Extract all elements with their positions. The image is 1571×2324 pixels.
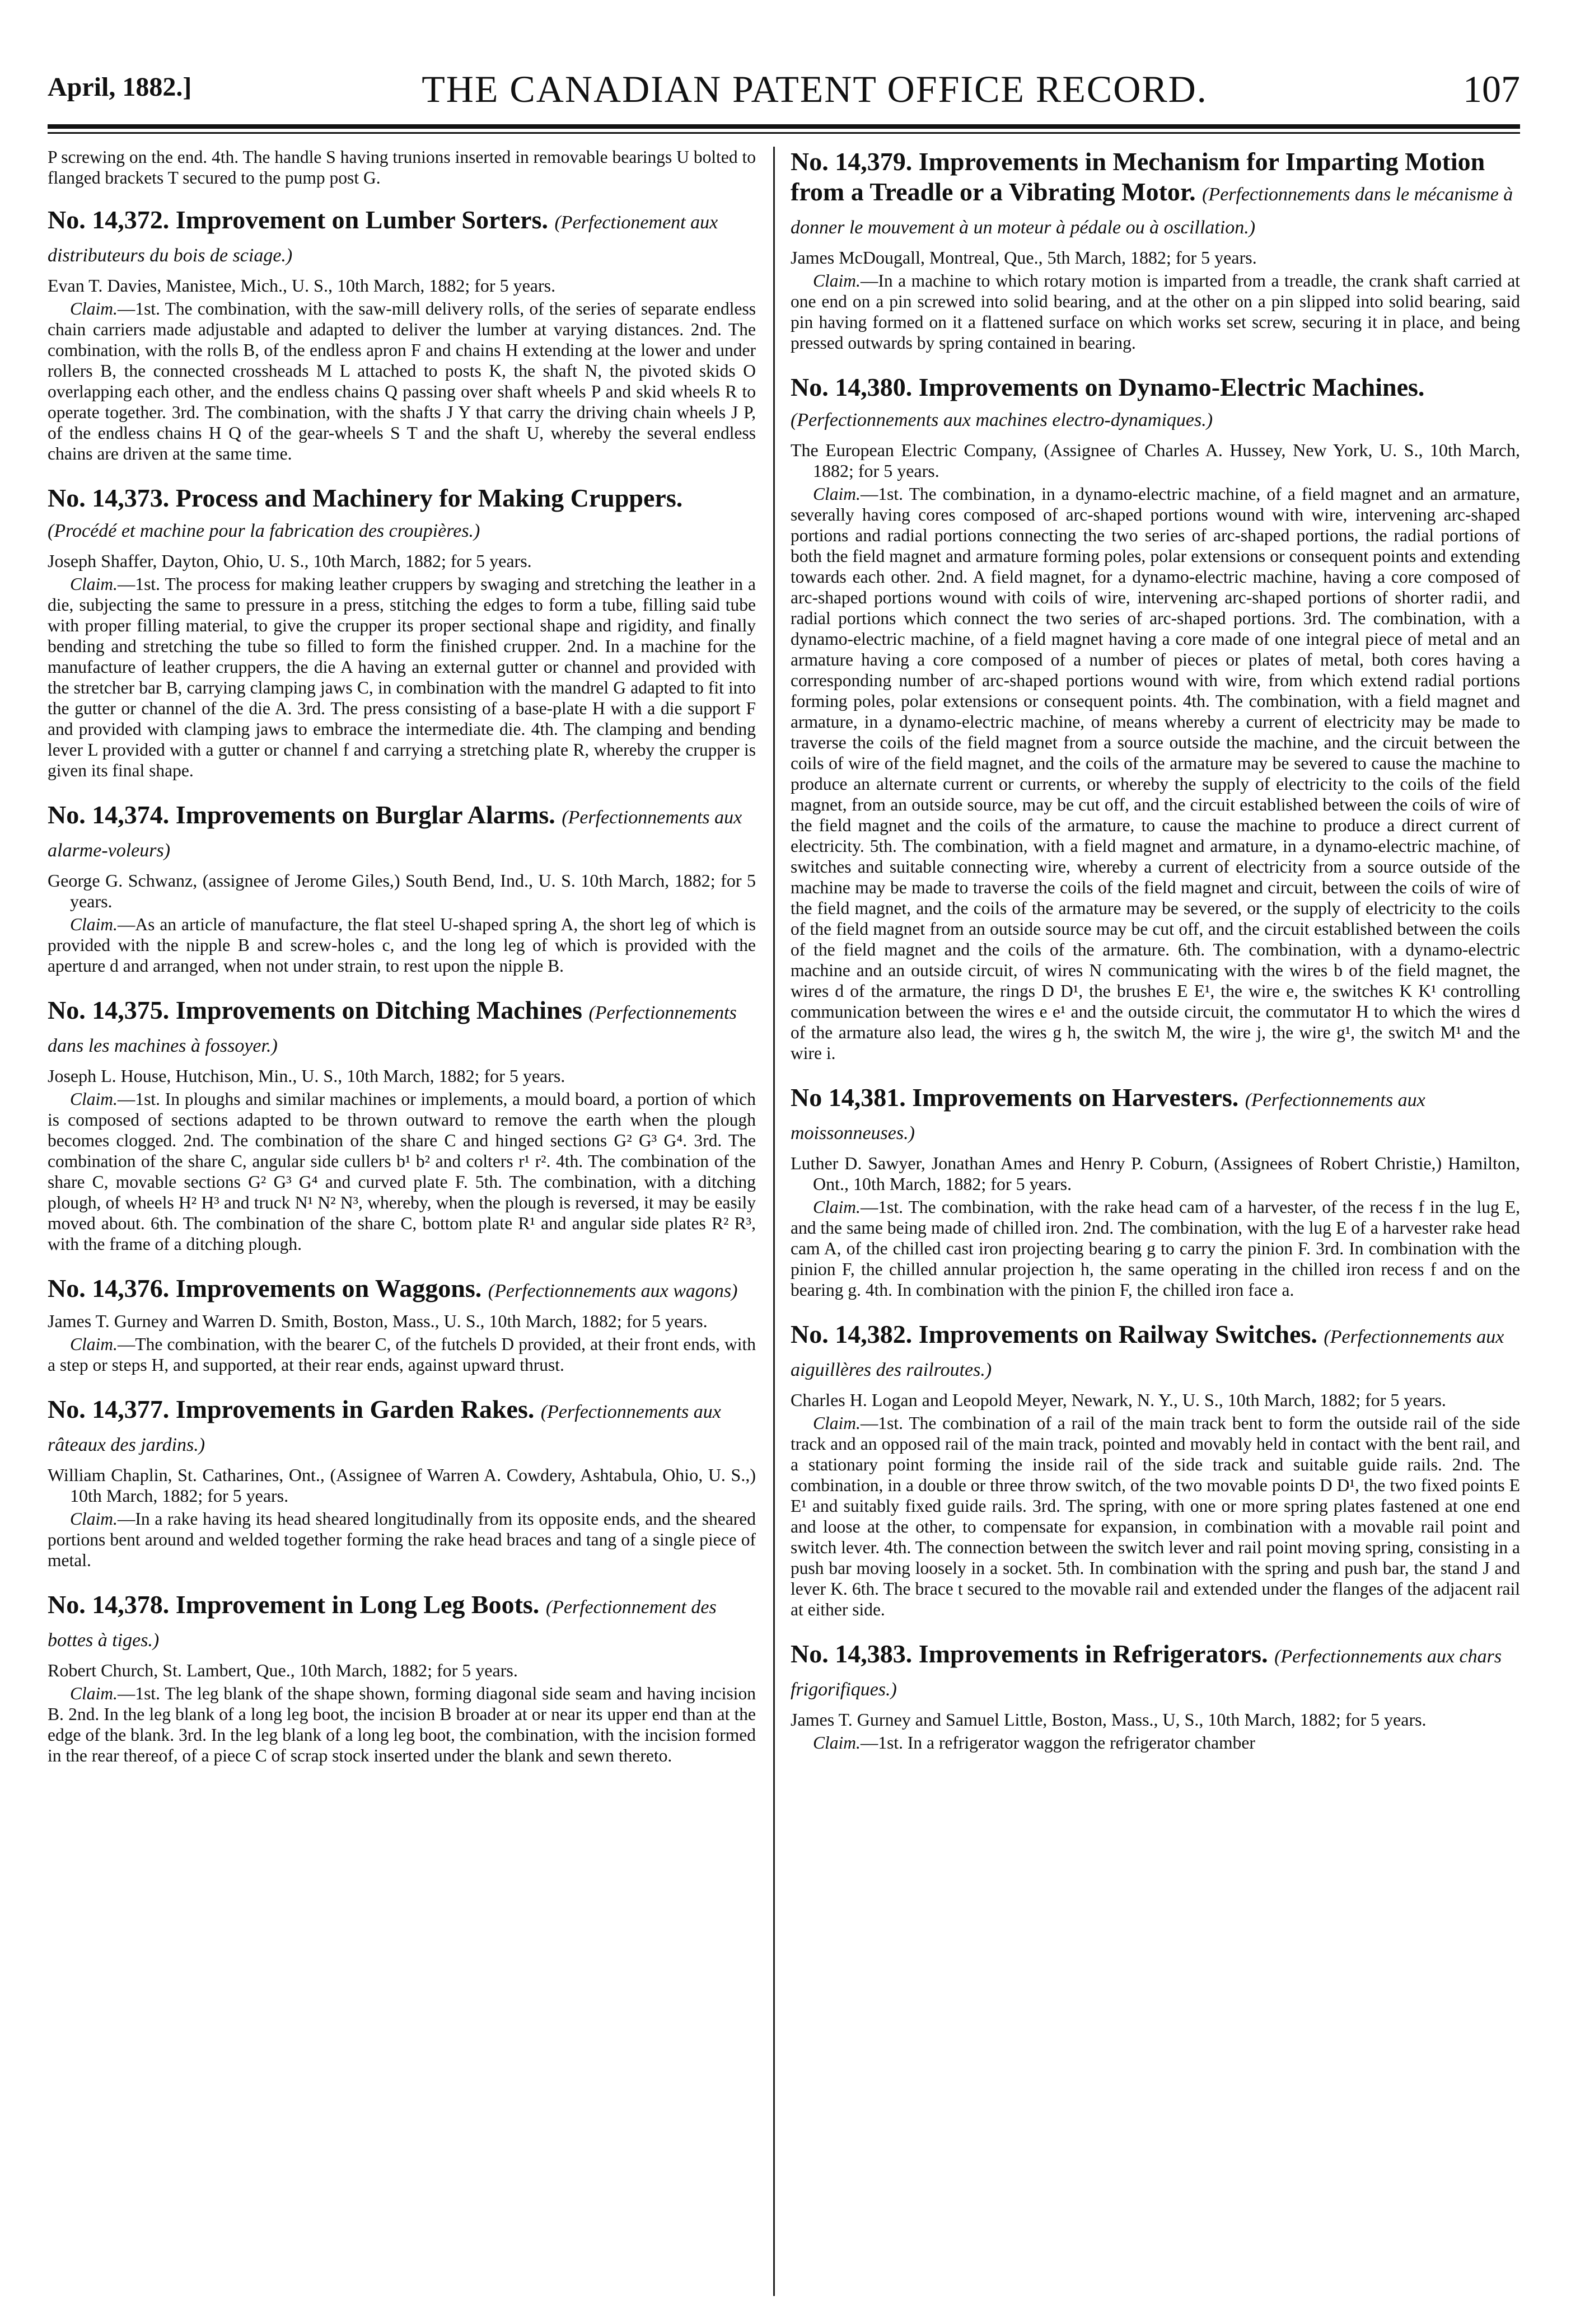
patent-french-title: (Perfectionnements aux chars frigorifiques.) [791,1646,1502,1700]
patent-title: Process and Machinery for Making Cruppers. [175,484,683,512]
patent-entry [48,1394,756,1571]
header-title: THE CANADIAN PATENT OFFICE RECORD. [422,68,1208,110]
claim-text: —The combination, with the bearer C, of the futchels D provided, at their front ends, with a step or steps H, and supported, at their rear ends, against upward thrust. [48,1334,756,1375]
patent-heading [48,205,756,271]
patent-entry [791,1319,1520,1620]
claim-label: Claim. [70,1509,118,1529]
claim-label: Claim. [70,915,118,934]
claim-label: Claim. [813,1733,861,1753]
patent-inventor: Charles H. Logan and Leopold Meyer, Newark, N. Y., U. S., 10th March, 1882; for 5 years. [791,1390,1446,1410]
patent-entry [791,147,1520,353]
patent-heading [48,995,756,1061]
claim-label: Claim. [813,271,861,290]
patent-number: No. 14,374. [48,800,170,829]
patent-heading [48,1590,756,1656]
left-column [48,147,756,2307]
patent-entry [791,1639,1520,1753]
patent-french-title: (Perfectionnements aux alarme-voleurs) [48,807,742,861]
patent-title: Improvements on Harvesters. [912,1083,1239,1112]
patent-french-title: (Perfectionnements aux aiguillères des railroutes.) [791,1327,1504,1380]
patent-claim [48,1508,756,1571]
patent-number: No. 14,382. [791,1320,913,1348]
claim-label: Claim. [70,574,118,594]
claim-text: —1st. The process for making leather cruppers by swaging and stretching the leather in a die, subjecting the same to pressure in a press, stitching the edges to form a tube, filling said tube with proper filling material, to give the crupper its proper sectional shape and rigidity, and finally bending and stretching the tube so filled to form the finished crupper. 2nd. In a machine for the manufacture of leather cruppers, the die A having an external gutter or channel and provided with the stretcher bar B, carrying clamping jaws C, in combination with the mandrel G adapted to fit into the gutter or channel of the die A. 3rd. The press consisting of a base-plate H with a die support F and provided with clamping jaws to embrace the intermediate die. 4th. The clamping and bending lever L provided with a gutter or channel f and carrying a stretching plate R, whereby the crupper is given its final shape. [48,574,756,780]
patent-claim [791,1732,1520,1753]
page-header [48,67,1520,118]
patent-inventor: James McDougall, Montreal, Que., 5th March, 1882; for 5 years. [791,247,1257,268]
patent-number: No. 14,376. [48,1274,170,1302]
patent-heading [791,1319,1520,1385]
patent-entry [791,1083,1520,1300]
claim-text: —1st. The combination, with the rake head cam of a harvester, of the recess f in the lug E, and the same being made of chilled iron. 2nd. The combination, with the lug E of a harvester rake head cam A, of the chilled cast iron projecting bearing g to carry the pinion F. 3rd. In combination with the pinion F, the chilled annular projection h, the same operating in the chilled iron recess f and on the bearing g. 4th. In combination with the pinion F, the chilled iron face a. [791,1197,1520,1300]
patent-claim [48,1683,756,1766]
claim-label: Claim. [813,1413,861,1433]
claim-text: —As an article of manufacture, the flat steel U-shaped spring A, the short leg of which is provided with the nipple B and screw-holes c, and the long leg of which is provided with the aperture d and arranged, when not under strain, to rest upon the nipple B. [48,915,756,976]
patent-number: No. 14,377. [48,1395,170,1423]
claim-text: —In a machine to which rotary motion is imparted from a treadle, the crank shaft carried at one end on a pin screwed into solid bearing, and at the other on a pin slipped into solid bearing, said pin having formed on it a flattened surface on which works set screw, securing it in place, and being pressed outwards by spring contained in bearing. [791,271,1520,353]
claim-label: Claim. [70,1684,118,1703]
patent-number: No 14,381. [791,1083,906,1112]
patent-inventor: Joseph Shaffer, Dayton, Ohio, U. S., 10th March, 1882; for 5 years. [48,551,532,571]
patent-claim [791,484,1520,1063]
patent-entry [48,205,756,464]
patent-french-title: (Perfectionnement des bottes à tiges.) [48,1597,717,1651]
claim-text: —1st. In a refrigerator waggon the refrigerator chamber [860,1733,1255,1753]
patent-claim [791,1413,1520,1620]
column-divider [773,147,775,2296]
patent-inventor: The European Electric Company, (Assignee of Charles A. Hussey, New York, U. S., 10th March, 1882; for 5 years. [791,440,1520,481]
patent-title: Improvements on Waggons. [175,1274,482,1302]
patent-heading [791,1083,1520,1149]
patent-inventor: Evan T. Davies, Manistee, Mich., U. S., 10th March, 1882; for 5 years. [48,275,556,296]
claim-label: Claim. [70,299,118,318]
patent-number: No. 14,378. [48,1590,170,1619]
patent-inventor: George G. Schwanz, (assignee of Jerome Giles,) South Bend, Ind., U. S. 10th March, 1882; for 5 years. [48,870,756,911]
patent-entry [48,995,756,1254]
patent-inventor: James T. Gurney and Samuel Little, Boston, Mass., U, S., 10th March, 1882; for 5 years. [791,1709,1427,1730]
patent-french-title: (Perfectionnements aux râteaux des jardins.) [48,1402,721,1455]
header-rule-thin [48,132,1520,134]
patent-number: No. 14,373. [48,484,170,512]
claim-text: —1st. The leg blank of the shape shown, forming diagonal side seam and having incision B. 2nd. In the leg blank of a long leg boot, the incision B broader at or near its upper end than at the edge of the blank. 3rd. In the leg blank of a long leg boot, the combination, with the incision formed in the rear thereof, of a piece C of scrap stock inserted under the blank and sewn thereto. [48,1684,756,1765]
patent-claim [48,298,756,464]
patent-number: No. 14,375. [48,996,170,1024]
patent-french-title: (Perfectionnements dans le mécanisme à donner le mouvement à un moteur à pédale ou à oscillation.) [791,184,1513,238]
right-entries [791,147,1520,1753]
patent-inventor: Joseph L. House, Hutchison, Min., U. S., 10th March, 1882; for 5 years. [48,1066,565,1086]
patent-title: Improvements on Ditching Machines [175,996,582,1024]
patent-entry [48,483,756,781]
patent-heading [791,147,1520,243]
patent-heading [791,1639,1520,1705]
claim-label: Claim. [70,1089,118,1109]
claim-text: —1st. In ploughs and similar machines or implements, a mould board, a portion of which is composed of sections adapted to be thrown outward to remove the earth when the plough becomes clogged. 2nd. The combination of the share C and hinged sections G² G³ G⁴. 3rd. The combination of the share C, angular side cullers b¹ b² and colters r¹ r². 4th. The combination of the share C, movable sections G² G³ G⁴ and curved plate F. 5th. The combination, with a ditching plough, of wheels H² H³ and truck N¹ N² N³, whereby, when the plough is reversed, it may be easily moved about. 6th. The combination of the share C, bottom plate R¹ and angular side plates R² R³, with the frame of a ditching plough. [48,1089,756,1254]
patent-heading [48,800,756,866]
patent-french-title: (Perfectionnements aux wagons) [488,1281,738,1301]
patent-inventor: James T. Gurney and Warren D. Smith, Boston, Mass., U. S., 10th March, 1882; for 5 years. [48,1311,708,1331]
continuation-text: P screwing on the end. 4th. The handle S having trunions inserted in removable bearings U bolted to flanged brackets T secured to the pump post G. [48,147,756,188]
patent-heading [791,372,1520,435]
patent-number: No. 14,379. [791,147,913,176]
patent-inventor: William Chaplin, St. Catharines, Ont., (Assignee of Warren A. Cowdery, Ashtabula, Ohio, U. S.,) 10th March, 1882; for 5 years. [48,1465,756,1506]
left-entries [48,205,756,1766]
header-rule-thick [48,124,1520,129]
patent-heading [48,1273,756,1306]
patent-claim [791,270,1520,353]
claim-text: —1st. The combination of a rail of the main track bent to form the outside rail of the side track and an opposed rail of the main track, pointed and movably held in contact with the bent rail, and a stationary point forming the inside rail of the side track and suitable guide rails. 2nd. The combination, in a double or three throw switch, of the two movable points D D¹, the two fixed points E E¹ and suitably fixed guide rails. 3rd. The spring, with one or more spring plates fastened at one end and loose at the other, to compensate for expansion, in combination with a movable rail point and switch lever. 4th. The connection between the switch lever and rail point moving spring, consisting in a push bar moving loosely in a socket. 5th. In combination with the spring and push bar, the stand J and lever K. 6th. The brace t secured to the movable rail and extended under the flanges of the adjacent rail at either side. [791,1413,1520,1619]
patent-title: Improvements in Mechanism for Imparting Motion from a Treadle or a Vibrating Motor. [791,147,1485,206]
patent-title: Improvements in Refrigerators. [918,1639,1268,1668]
patent-title: Improvement on Lumber Sorters. [175,205,548,234]
patent-french-title: (Perfectionnements aux machines electro-dynamiques.) [791,410,1213,430]
patent-title: Improvements on Railway Switches. [918,1320,1317,1348]
claim-text: —1st. The combination, in a dynamo-electric machine, of a field magnet and an armature, severally having cores composed of arc-shaped portions wound with wire, intervening arc-shaped portions and radial portions connecting the two series of arc-shaped portions, the radial portions of both the field magnet and armature forming poles, polar extensions or consequent points and extending towards each other. 2nd. A field magnet, for a dynamo-electric machine, having a core composed of arc-shaped portions wound with coils of wire, intervening arc-shaped portions of shorter radii, and radial portions which connect the two series of arc-shaped portions. 3rd. The combination, with a dynamo-electric machine, of a field magnet having a core made of one integral piece of metal and an armature having a core composed of a number of pieces or plates of metal, both cores having a corresponding number of arc-shaped portions wound with wire, from which extend radial portions forming poles, polar extensions or consequent points. 4th. The combination, with a field magnet and armature, in a dynamo-electric machine, of means whereby a current of electricity may be made to traverse the coils of the field magnet from a source outside the machine, and the circuit between the coils of wire of the field magnet, and the coils of the armature may be severed to cause the machine to produce an alternate current or currents, or whereby the supply of electricity to the coils of the field magnet, from an outside source, may be cut off, and the circuit established between the coils of wire of the field magnet and the coils of the armature, to cause the machine to produce a direct current of electricity. 5th. The combination, with a field magnet and armature, in a dynamo-electric machine, of switches and suitable connecting wire, whereby a current of electricity from a source outside of the machine may be made to traverse the coils of the field magnet and circuit, between the coils of wire of the field magnet, and the coils of the armature may be severed, or the supply of electricity to the coils of the field magnet from an outside source may be cut off, and the circuit established between the coils of the field magnet and the coils of the armature. 6th. The combination, with a dynamo-electric machine and an outside circuit, of wires N communicating with the wires b of the field magnet, the wires d of the armature, the rings D D¹, the brushes E E¹, the wire e, the switches K K¹ controlling communication between the wires e e¹ and the outside circuit, the commutator H to which the wires d of the armature also lead, the wires g h, the switch M, the wire j, the wire g¹, the switch M¹ and the wire i. [791,484,1520,1063]
patent-title: Improvement in Long Leg Boots. [175,1590,540,1619]
right-column [791,147,1520,2307]
patent-french-title: (Procédé et machine pour la fabrication des croupières.) [48,521,480,541]
patent-claim [791,1197,1520,1300]
patent-entry [48,1273,756,1375]
patent-french-title: (Perfectionnements aux moissonneuses.) [791,1090,1425,1144]
patent-french-title: (Perfectionement aux distributeurs du bois de sciage.) [48,212,718,266]
patent-claim [48,574,756,781]
page-number: 107 [1463,68,1520,110]
claim-label: Claim. [70,1334,118,1354]
patent-french-title: (Perfectionnements dans les machines à fossoyer.) [48,1002,737,1056]
patent-number: No. 14,372. [48,205,170,234]
header-date: April, 1882.] [48,72,192,102]
claim-label: Claim. [813,484,861,504]
patent-title: Improvements on Dynamo-Electric Machines. [918,373,1425,401]
patent-number: No. 14,383. [791,1639,913,1668]
patent-inventor: Luther D. Sawyer, Jonathan Ames and Henry P. Coburn, (Assignees of Robert Christie,) Hamilton, Ont., 10th March, 1882; for 5 years. [791,1153,1520,1194]
patent-claim [48,1334,756,1375]
claim-label: Claim. [813,1197,861,1217]
patent-title: Improvements on Burglar Alarms. [175,800,555,829]
patent-inventor: Robert Church, St. Lambert, Que., 10th March, 1882; for 5 years. [48,1660,518,1680]
patent-entry [48,800,756,976]
patent-claim [48,1089,756,1254]
patent-claim [48,914,756,976]
patent-entry [48,1590,756,1766]
patent-entry [791,372,1520,1063]
patent-heading [48,483,756,546]
patent-heading [48,1394,756,1460]
claim-text: —In a rake having its head sheared longitudinally from its opposite ends, and the sheared portions bent around and welded together forming the rake head braces and tang of a single piece of metal. [48,1509,756,1570]
patent-title: Improvements in Garden Rakes. [175,1395,535,1423]
claim-text: —1st. The combination, with the saw-mill delivery rolls, of the series of separate endless chain carriers made adjustable and adapted to deliver the lumber at varying distances. 2nd. The combination, with the rolls B, of the endless apron F and chains H extending at the lower and under rollers B, the connected crossheads M L attached to posts K, the shaft N, the pivoted skids O overlapping each other, and the endless chains Q passing over shaft wheels P and skid wheels R to operate together. 3rd. The combination, with the shafts J Y that carry the driving chain wheels J P, of the endless chains H Q of the gear-wheels S T and the shaft U, whereby the several endless chains are driven at the same time. [48,299,756,463]
patent-number: No. 14,380. [791,373,913,401]
